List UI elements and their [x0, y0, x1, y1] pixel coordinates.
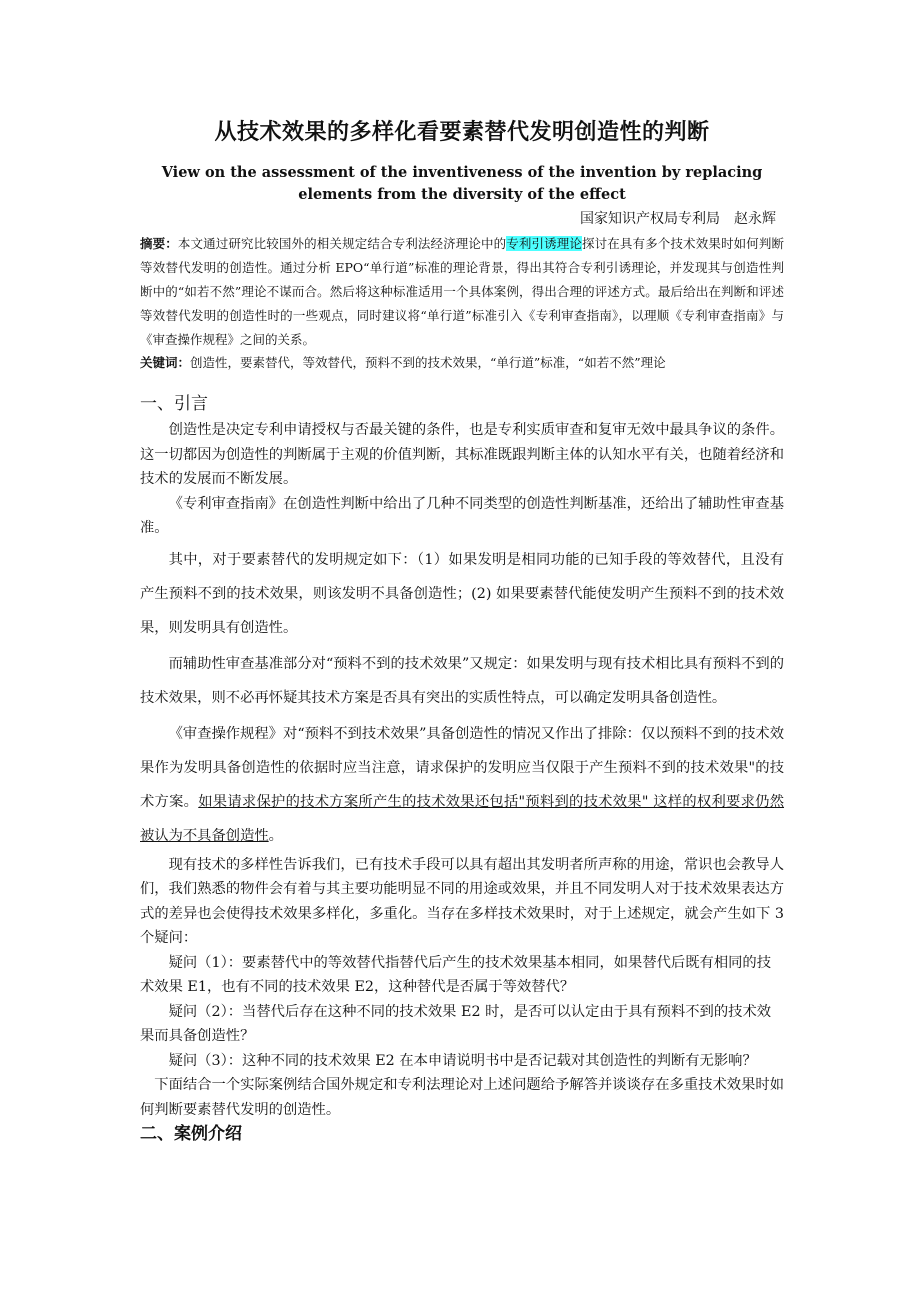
keywords: [140, 352, 784, 374]
underlined-statement: 如果请求保护的技术方案所产生的技术效果还包括"预料到的技术效果" 这样的权利要求仍然被认为不具备创造性: [140, 793, 785, 844]
highlighted-term: 专利引诱理论: [506, 236, 583, 251]
doc-title: 从技术效果的多样化看要素替代发明创造性的判断: [214, 120, 710, 145]
english-title: View on the assessment of the inventiveness of the invention by replacing elements from the diversity of the effect: [161, 164, 763, 203]
abstract: [140, 232, 784, 352]
keywords-label: 关键词：: [140, 355, 191, 370]
paragraph-1: 创造性是决定专利申请授权与否最关键的条件，也是专利实质审查和复审无效中最具争议的条件。这一切都因为创造性的判断属于主观的价值判断，其标准既跟判断主体的认知水平有关，也随着经济和技术的发展而不断发展。: [140, 422, 784, 487]
paragraph-6: 现有技术的多样性告诉我们，已有技术手段可以具有超出其发明者所声称的用途，常识也会教导人们，我们熟悉的物件会有着与其主要功能明显不同的用途或效果，并且不同发明人对于技术效果表达方式的差异也会使得技术效果多样化，多重化。当存在多样技术效果时，对于上述规定，就会产生如下 3 个疑问：: [140, 856, 784, 946]
keywords-text: 创造性，要素替代，等效替代，预料不到的技术效果，“单行道”标准，“如若不然”理论: [190, 355, 666, 370]
paragraph-7: 下面结合一个实际案例结合国外规定和专利法理论对上述问题给予解答并谈谈存在多重技术效果时如何判断要素替代发明的创造性。: [140, 1077, 784, 1118]
paragraph-2: 《专利审查指南》在创造性判断中给出了几种不同类型的创造性判断基准，还给出了辅助性审查基准。: [140, 495, 784, 536]
paragraph-5-text: 《审查操作规程》对“预料不到技术效果”具备创造性的情况又作出了排除：仅以预料不到的技术效果作为发明具备创造性的依据时应当注意，请求保护的发明应当仅限于产生预料不到的技术效果"的技术方案。: [140, 725, 784, 810]
abstract-label: 摘要：: [140, 236, 178, 251]
abstract-text-2: 探讨在具有多个技术效果时如何判断等效替代发明的创造性。通过分析 EPO“单行道”标准的理论背景，得出其符合专利引诱理论，并发现其与创造性判断中的“如若不然”理论不谋而合。然后将这种标准适用一个具体案例，得出合理的评述方式。最后给出在判断和评述等效替代发明的创造性时的一些观点，同时建议将“单行道”标准引入《专利审查指南》，以理顺《专利审查指南》与《审查操作规程》之间的关系。: [140, 236, 784, 347]
author-line: 国家知识产权局专利局 赵永辉: [580, 211, 776, 227]
document-page: [140, 118, 784, 1146]
paragraph-5: [140, 717, 784, 853]
abstract-text-1: 本文通过研究比较国外的相关规定结合专利法经济理论中的: [177, 236, 507, 251]
paragraph-5-end: 。: [268, 827, 283, 844]
question-1: 疑问（1）：要素替代中的等效替代指替代后产生的技术效果基本相同，如果替代后既有相同的技术效果 E1，也有不同的技术效果 E2，这种替代是否属于等效替代？: [140, 954, 772, 995]
question-3: 疑问（3）：这种不同的技术效果 E2 在本申请说明书中是否记载对其创造性的判断有无影响？: [168, 1052, 757, 1069]
question-2: 疑问（2）：当替代后存在这种不同的技术效果 E2 时，是否可以认定由于具有预料不到的技术效果而具备创造性？: [140, 1003, 772, 1044]
paragraph-3: 其中，对于要素替代的发明规定如下：（1）如果发明是相同功能的已知手段的等效替代，且没有产生预料不到的技术效果，则该发明不具备创造性；(2) 如果要素替代能使发明产生预料不到的技术效果，则发明具有创造性。: [140, 551, 784, 636]
paragraph-4: 而辅助性审查基准部分对“预料不到的技术效果”又规定：如果发明与现有技术相比具有预料不到的技术效果，则不必再怀疑其技术方案是否具有突出的实质性特点，可以确定发明具备创造性。: [140, 655, 784, 706]
section-heading-intro: 一、引言: [140, 394, 208, 414]
section-heading-case: 二、案例介绍: [140, 1124, 242, 1144]
